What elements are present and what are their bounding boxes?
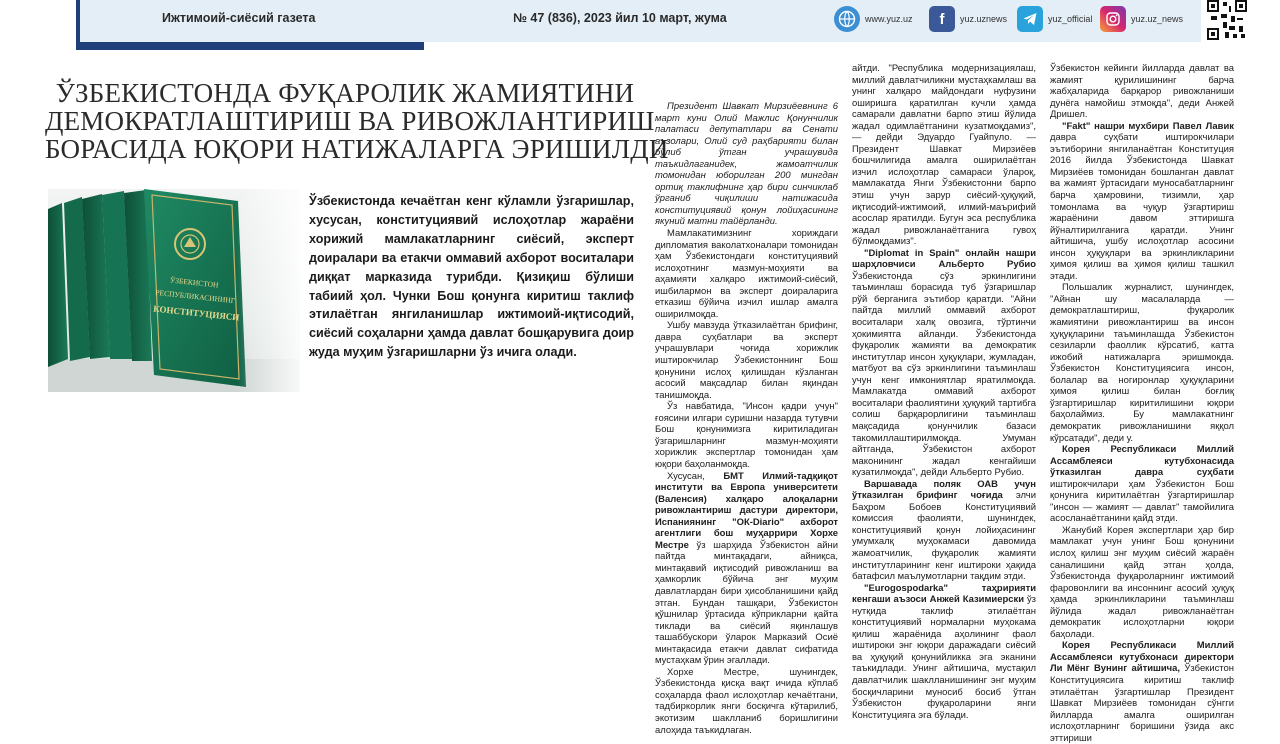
column-1 [655, 101, 838, 736]
social-instagram[interactable] [1100, 4, 1183, 34]
paragraph: Корея Республикаси Миллий Ассамблеяси кутубхонасида ўтказилган давра суҳбати иштирокчилари ҳам Ўзбекистон Бош қонунига киритилаётган ўзгартиришлар "инсон — жамият — давлат" тамойилига асосланаётганини қайд этди. [1050, 444, 1234, 525]
title-line: ДЕМОКРАТЛАШТИРИШ ВА РИВОЖЛАНТИРИШ [45, 106, 655, 136]
paragraph: "Eurogospodarka" таҳририяти кенгаши аъзоси Анжей Казимиерски ўз нутқида таклиф этилаётган конституциявий нормаларни муҳокама қилиш жараёнида аҳолининг фаол иштироки энг юқори даражадаги сиёсий ва ҳуқуқий қонунийликка эга эканини таъкидлади. Унинг айтишича, мустақил давлатчилик шаклланишининг энг муҳим босқичларини муносиб босиб ўтган Ўзбекистон фуқароларини янги Конституцияга эга бўлади. [852, 582, 1036, 721]
paragraph: "Fakt" нашри мухбири Павел Лавик давра суҳбати иштирокчилари эътиборини янгиланаётган Конституция 2016 йилда Ўзбекистонда Шавкат Мирзиёев томонидан бошланган давлат ва жамият ўртасидаги муносабатларнинг барча ҳамровини, тизимли, ҳар томонлама ва чуқур ўзгартириш жараёнини давом эттиришга йўналтирилганига қаратди. Унинг айтишича, ушбу ислоҳотлар асосини инсон ҳуқуқлари ва эркинликларини ҳимоя қилиш ва ҳимоя қилиш ташкил этади. [1050, 120, 1234, 282]
column-2 [852, 63, 1036, 721]
newspaper-header [0, 0, 1280, 46]
header-underline [76, 42, 424, 50]
paragraph: Хусусан, БМТ Илмий-тадқиқот институти ва Европа университети (Валенсия) халқаро алоқаларни ривожлантириш дастури директори, Испаниянинг "ОК-Diario" ахборот агентлиги бош муҳаррири Хорхе Местре ўз шарҳида Ўзбекистон айни пайтда минтақадаги, айниқса, минтақавий иқтисодий ривожланиш ва ҳамкорлик бўйича энг муҳим давлатлардан бири ҳисобланишини қайд этган. Бундан ташқари, Ўзбекистон қўшнилар ўртасида кўприкларни қайта тиклади ва сиёсий яқинлашув ташаббускори ўларок Марказий Осиё минтақасида етакчи давлат сифатида мустаҳкам ўрин эгаллади. [655, 470, 838, 667]
title-line: ЎЗБЕКИСТОНДА ФУҚАРОЛИК ЖАМИЯТИНИ [55, 78, 635, 108]
social-site[interactable] [834, 4, 913, 34]
intro-paragraph: Президент Шавкат Мирзиёевнинг 6 март куни Олий Мажлис Қонунчилик палатаси депутатлари ва Сенати аъзолари, Олий суд раҳбарияти билан бўлиб ўтган учрашувида таъкидлаганидек, жамоатчилик томонидан юборилган 200 мингдан ортиқ таклифнинг ҳар бири синчиклаб ўрганиб чиқилиши натижасида конституциявий қонун лойиҳасининг якуний матни тайёрланди. [655, 101, 838, 228]
article-title [45, 78, 669, 164]
constitution-books-photo [48, 189, 300, 392]
qr-code-icon[interactable] [1207, 0, 1247, 40]
facebook-icon: f [929, 6, 955, 32]
paragraph: Жанубий Корея экспертлари ҳар бир мамлакат учун унинг Бош қонунини ислоҳ қилиш энг муҳим сиёсий жараён саналишини қайд этган ҳолда, Ўзбекистонда фуқароларнинг ижтимоий фаровонлиги ва инсоннинг асосий ҳуқуқ ҳамда эркинликларини таъминлаш йўлида жадал ривожланаётган демократик ислоҳотларни юқори баҳолади. [1050, 524, 1234, 640]
telegram-icon [1017, 6, 1043, 32]
paragraph: Ўзбекистон кейинги йилларда давлат ва жамият қурилишининг барча жабҳаларида барқарор ривожланиши дунёга намойиш этмоқда", деди Анжей Дришел. [1050, 63, 1234, 121]
instagram-icon [1100, 6, 1126, 32]
newspaper-type: Ижтимоий-сиёсий газета [162, 11, 316, 25]
article-lead: Ўзбекистонда кечаётган кенг кўламли ўзгаришлар, хусусан, конституциявий ислоҳотлар жараёни хорижий мамлакатларнинг сиёсий, эксперт доиралари ва етакчи оммавий ахборот воситалари диққат марказида турибди. Қизиқиш бўлиши табиий ҳол. Чунки Бош қонунга киритиш таклиф этилаётган янгиланишлар ижтимоий-иқтисодий, сиёсий соҳаларни ҳамда давлат бошқарувига доир жуда муҳим ўзгаришларни ўз ичига олади. [309, 194, 634, 360]
social-facebook[interactable] [929, 4, 1007, 34]
column-3 [1050, 63, 1234, 744]
title-line: БОРАСИДА ЮҚОРИ НАТИЖАЛАРГА ЭРИШИЛДИ [45, 134, 669, 164]
paragraph: Корея Республикаси Миллий Ассамблеяси кутубхонаси директори Ли Мёнг Вунинг айтишича, Ўзбекистон Конституциясига киритиш таклиф этилаётган ўзгартишлар Президент Шавкат Мирзиёев томонидан сўнгги йилларда амалга оширилган ислоҳотларнинг боришини ўзида акс эттириши [1050, 640, 1234, 744]
social-label-facebook: yuz.uznews [960, 14, 1008, 24]
paragraph: айтди. "Республика модернизациялаш, миллий давлатчиликни мустаҳкамлаш ва унинг халқаро майдондаги нуфузини оширишга қаратилган кучли ҳамда самарали давлатни барпо этиш йўлида жадал одимлаётганини кузатмоқдамиз", — дейди Эдуардо Гуайпуло. — Президент Шавкат Мирзиёев бошчилигида амалга оширилаётган изчил ислоҳотлар самараси ўлароқ, мамлакатда Янги Ўзбекистонни барпо этиш учун зарур сиёсий-ҳуқуқий, иқтисодий-ижтимоий, илмий-маърифий асослар яратилди. Бугун эса республика жадал ривожланаётганига гувоҳ бўлмоқдамиз". [852, 63, 1036, 248]
paragraph: Варшавада поляк ОАВ учун ўтказилган брифинг чоғида элчи Баҳром Бобоев Конституциявий комиссия фаолияти, шунингдек, конституциявий қонун лойиҳасининг умумхалқ муҳокамаси давомида жамоатчилик, фуқаролик жамияти институтларининг кенг иштироки ҳақида батафсил маълумотларни тақдим этди. [852, 478, 1036, 583]
paragraph: Польшалик журналист, шунингдек, "Айнан шу масалаларда — демократлаштириш, фуқаролик жамиятини ривожлантириш ва инсон ҳуқуқларини таъминлашда Ўзбекистон сезиларли фаоллик кўрсатиб, катта ижобий натижаларга эришмоқда. Ўзбекистон Конституциясига инсон, болалар ва ногиронлар ҳуқуқларини ҳимоя қилиш билан боғлиқ ўзгартиришлар киритилишини юқори баҳолаймиз. Бу мамлакатнинг демократик ривожланишини яққол кўрсатади", деди у. [1050, 282, 1234, 444]
globe-icon [834, 6, 860, 32]
social-label-instagram: yuz.uz_news [1131, 14, 1184, 24]
paragraph: Мамлакатимизнинг хориждаги дипломатия ваколатхоналари томонидан ҳам Ўзбекистондаги конституциявий ислоҳотнинг мазмун-моҳияти ва аҳамияти халқаро ижтимоий-сиёсий, ишбилармон ва эксперт доираларига етказиш бўйича изчил ишлар амалга оширилмоқда. [655, 228, 838, 320]
paragraph: Ушбу мавзуда ўтказилаётган брифинг, давра суҳбатлари ва эксперт учрашувлари чоғида хорижлик иштирокчилар Ўзбекистоннинг Бош қонунини ислоҳ қилишдан кўзланган асосий мақсадлар билан яқиндан танишмоқда. [655, 320, 838, 401]
paragraph: "Diplomat in Spain" онлайн нашри шарҳловчиси Альберто Рубио Ўзбекистонда сўз эркинлигини таъминлаш борасида туб ўзгаришлар рўй берганига эътибор қаратди. "Айни пайтда миллий оммавий ахборот воситалари халқ овозига, тўртинчи ҳокимиятга айланди. Ўзбекистонда фуқаролик жамияти ва демократик институтлар инсон ҳуқуқлари, жумладан, матбуот ва сўз эркинлигини таъминлаш учун кенг имкониятлар яратилмоқда. Мамлакатда оммавий ахборот воситалари фаолиятини ҳуқуқий тартибга солиш барқарорлигини таъминлаш мақсадида қонунчилик базаси такомиллаштирилмоқда. Умуман айтганда, Ўзбекистон ахборот маконининг жадал кенгайиши кузатилмоқда", дейди Альберто Рубио. [852, 247, 1036, 479]
social-label-telegram: yuz_official [1048, 14, 1093, 24]
paragraph: Хорхе Местре, шунингдек, Ўзбекистонда қисқа вақт ичида кўплаб соҳаларда фаол ислоҳотлар кечаётгани, тадбиркорлик янги босқичга кўтарилиб, экотизим шаклланиб боришлигини алоҳида таъкидлаган. [655, 666, 838, 736]
paragraph: Ўз навбатида, "Инсон қадри учун" ғоясини илгари суришни назарда тутувчи Бош қонунимизга киритиладиган ўзгаришларнинг мазмун-моҳияти хорижлик экспертлар томонидан ҳам юқори баҳоланмоқда. [655, 401, 838, 470]
social-telegram[interactable] [1017, 4, 1092, 34]
social-label-site: www.yuz.uz [865, 14, 913, 24]
issue-info: № 47 (836), 2023 йил 10 март, жума [513, 11, 727, 25]
